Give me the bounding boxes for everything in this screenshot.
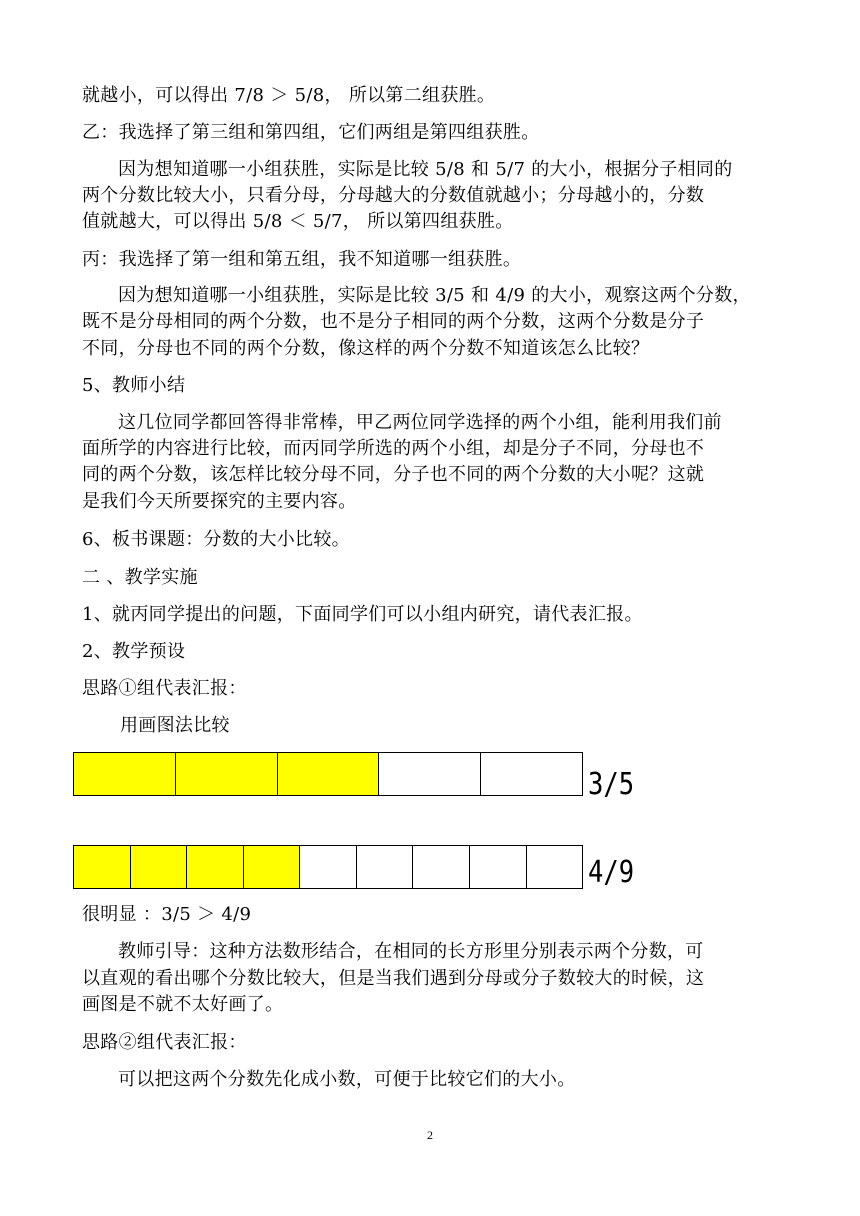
- text-line: 乙：我选择了第三组和第四组，它们两组是第四组获胜。: [82, 122, 540, 143]
- bar-cell-filled: [187, 846, 244, 888]
- text-line: 是我们今天所要探究的主要内容。: [82, 491, 357, 512]
- section-heading: 5、教师小结: [82, 375, 186, 396]
- text-line: 丙：我选择了第一组和第五组，我不知道哪一组获胜。: [82, 249, 522, 270]
- text-line: 画图是不就不太好画了。: [82, 994, 284, 1015]
- text-line: 就越小，可以得出 7/8 ＞ 5/8， 所以第二组获胜。: [82, 85, 496, 106]
- text-line: 1、就丙同学提出的问题，下面同学们可以小组内研究，请代表汇报。: [82, 604, 643, 625]
- fraction-label: 3/5: [588, 767, 635, 802]
- bar-cell-empty: [300, 846, 357, 888]
- bar-cell-empty: [357, 846, 414, 888]
- bar-cell-filled: [131, 846, 188, 888]
- text-line: 很明显 ：3/5 ＞ 4/9: [82, 904, 252, 925]
- section-heading: 6、板书课题：分数的大小比较。: [82, 529, 350, 550]
- text-line: 教师引导：这种方法数形结合，在相同的长方形里分别表示两个分数，可: [118, 941, 704, 962]
- fraction-bar-4-9: [73, 845, 583, 889]
- bar-cell-empty: [470, 846, 527, 888]
- bar-cell-filled: [74, 846, 131, 888]
- text-line: 可以把这两个分数先化成小数，可便于比较它们的大小。: [118, 1069, 576, 1090]
- text-line: 两个分数比较大小，只看分母，分母越大的分数值就越小；分母越小的，分数: [82, 185, 705, 206]
- bar-cell-empty: [481, 753, 582, 795]
- text-line: 这几位同学都回答得非常棒，甲乙两位同学选择的两个小组，能利用我们前: [118, 412, 722, 433]
- text-line: 思路①组代表汇报：: [82, 678, 247, 699]
- bar-cell-empty: [379, 753, 481, 795]
- text-line: 同的两个分数，该怎样比较分母不同，分子也不同的两个分数的大小呢？这就: [82, 464, 705, 485]
- bar-cell-filled: [244, 846, 301, 888]
- bar-cell-empty: [527, 846, 583, 888]
- bar-cell-empty: [413, 846, 470, 888]
- section-heading: 2、教学预设: [82, 641, 186, 662]
- text-line: 不同，分母也不同的两个分数，像这样的两个分数不知道该怎么比较？: [82, 338, 650, 359]
- bar-cell-filled: [278, 753, 380, 795]
- bar-cell-filled: [74, 753, 176, 795]
- text-line: 因为想知道哪一小组获胜，实际是比较 5/8 和 5/7 的大小，根据分子相同的: [118, 159, 733, 180]
- section-heading: 二 、教学实施: [82, 567, 198, 588]
- text-line: 用画图法比较: [120, 715, 230, 736]
- text-line: 面所学的内容进行比较，而丙同学所选的两个小组，却是分子不同，分母也不: [82, 438, 705, 459]
- bar-cell-filled: [176, 753, 278, 795]
- fraction-label: 4/9: [588, 855, 635, 890]
- page-number: 2: [427, 1128, 433, 1142]
- text-line: 值就越大，可以得出 5/8 ＜ 5/7， 所以第四组获胜。: [82, 211, 514, 232]
- text-line: 因为想知道哪一小组获胜，实际是比较 3/5 和 4/9 的大小，观察这两个分数，: [118, 285, 751, 306]
- text-line: 既不是分母相同的两个分数，也不是分子相同的两个分数，这两个分数是分子: [82, 311, 705, 332]
- fraction-bar-3-5: [73, 752, 583, 796]
- text-line: 以直观的看出哪个分数比较大，但是当我们遇到分母或分子数较大的时候，这: [82, 968, 705, 989]
- text-line: 思路②组代表汇报：: [82, 1032, 247, 1053]
